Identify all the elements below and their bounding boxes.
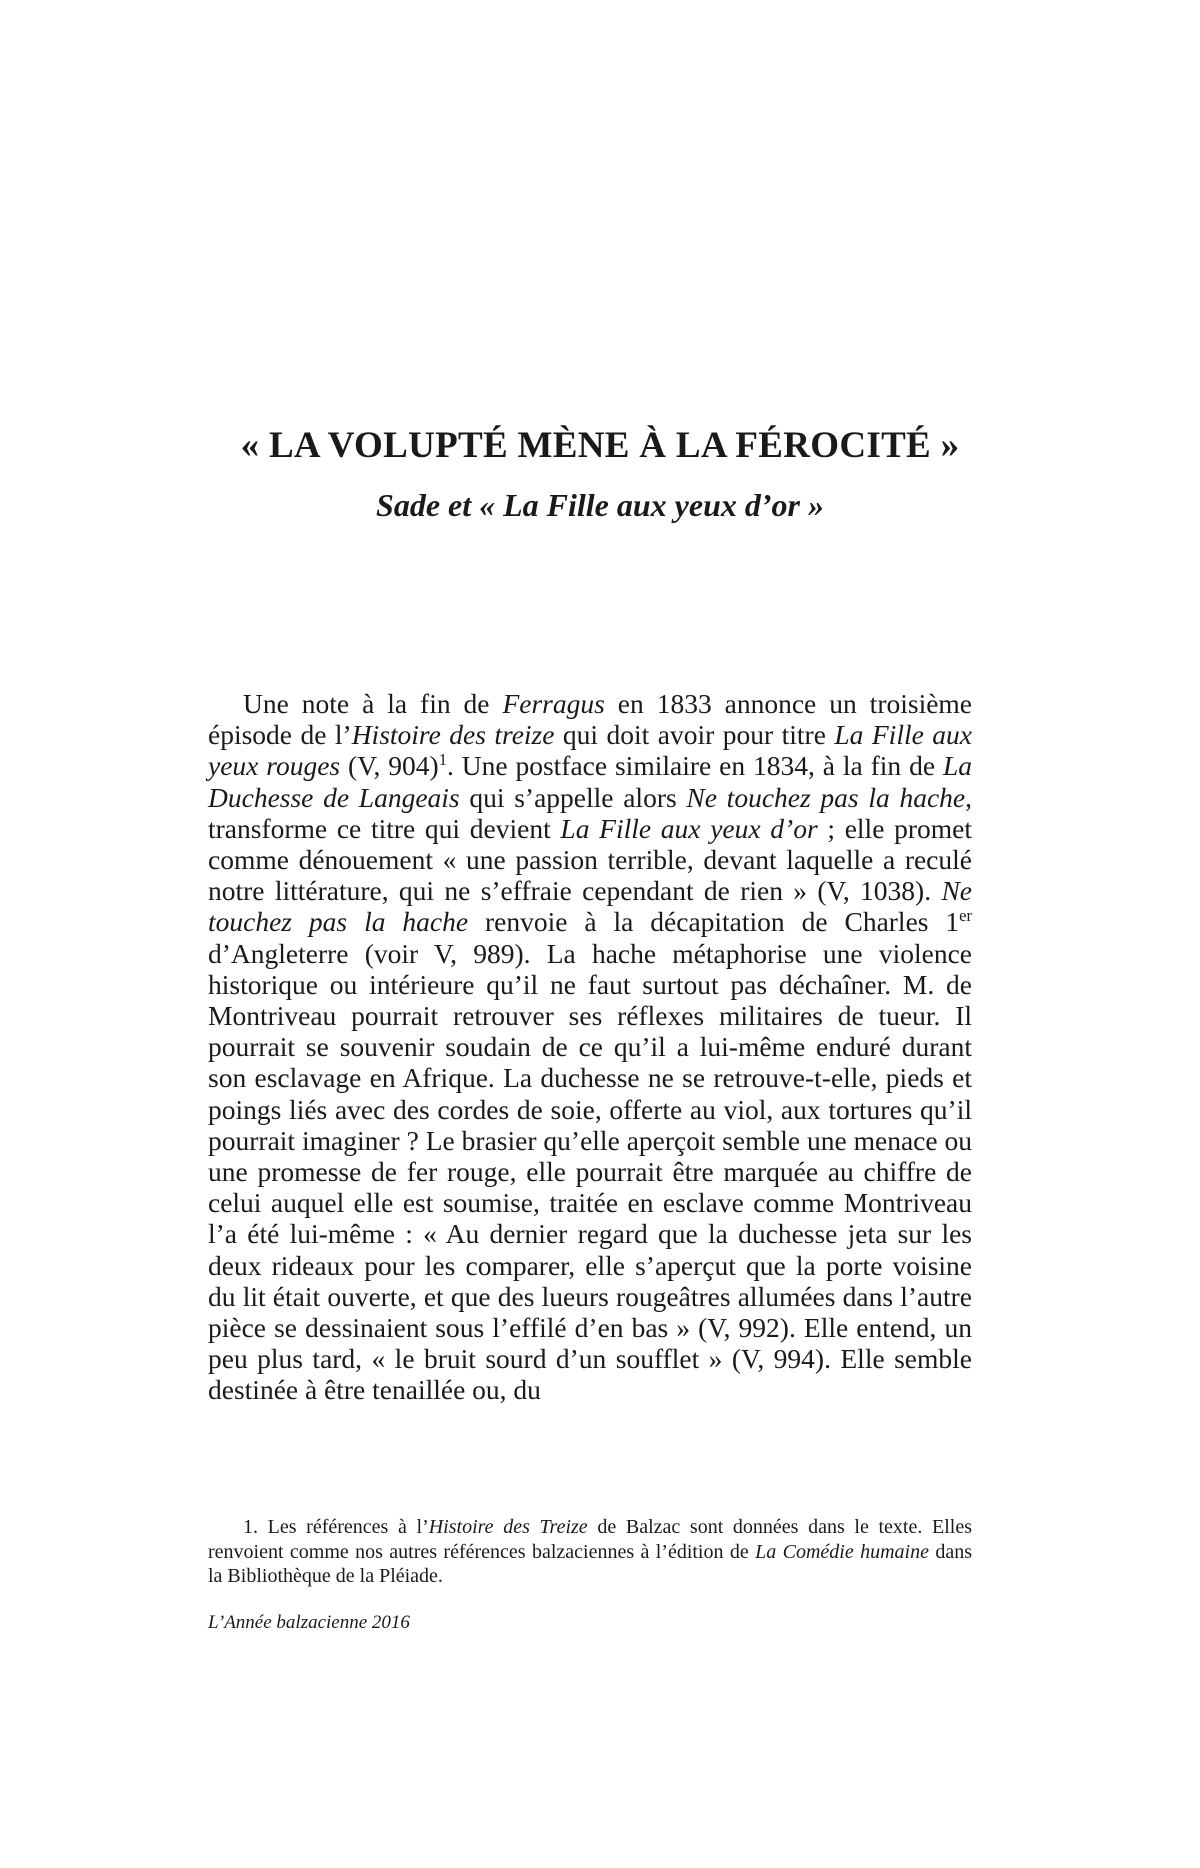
article-subtitle: Sade et « La Fille aux yeux d’or » xyxy=(376,487,824,523)
text-run: qui doit avoir pour titre xyxy=(554,719,835,751)
text-run: renvoie à la décapitation de Charles 1 xyxy=(468,906,960,938)
italic-text: Ferragus xyxy=(502,688,605,719)
footnote-text xyxy=(208,1515,972,1589)
italic-text: La Fille aux yeux d’or xyxy=(560,812,818,844)
article-title: « LA VOLUPTÉ MÈNE À LA FÉROCITÉ » xyxy=(240,425,960,466)
italic-text: Histoire des treize xyxy=(351,719,555,751)
superscript: er xyxy=(959,906,972,926)
paragraph xyxy=(208,688,972,1406)
running-foot: L’Année balzacienne 2016 xyxy=(208,1612,410,1633)
italic-text: La Fille aux yeux rouges xyxy=(208,719,972,782)
text-run: d’Angleterre (voir V, 989). La hache métaphorise une violence historique ou intérieure qu’il ne faut surtout pas déchaîner. M. de Montriveau pourrait retrouver ses réflexes militaires de tueur. Il pourrait se souvenir soudain de ce qu’il a lui-même enduré durant son esclavage en Afrique. La duchesse ne se retrouve-t-elle, pieds et poings liés avec des cordes de soie, offerte au viol, aux tortures qu’il pourrait imaginer ? Le brasier qu’elle aperçoit semble une menace ou une promesse de fer rouge, elle pourrait être marquée au chiffre de celui auquel elle est soumise, traitée en esclave comme Montriveau l’a été lui-même : « Au dernier regard que la duchesse jeta sur les deux rideaux pour les comparer, elle s’aperçut que la porte voisine du lit était ouverte, et que des lueurs rougeâtres allumées dans l’autre pièce se dessinaient sous l’effilé d’en bas » (V, 992). Elle entend, un peu plus tard, « le bruit sourd d’un soufflet » (V, 994). Elle semble destinée à être tenaillée ou, du xyxy=(208,937,972,1406)
text-run: , transforme ce titre qui devient xyxy=(208,781,972,844)
body-text xyxy=(208,688,972,1406)
italic-text: La Comédie humaine xyxy=(755,1540,929,1563)
italic-text: Ne touchez pas la hache xyxy=(208,875,972,938)
italic-text: Ne touchez pas la hache xyxy=(686,781,966,813)
text-run: en 1833 annonce un troisième épisode de l’ xyxy=(208,688,973,751)
text-run: ; elle promet comme dénouement « une passion terrible, devant laquelle a reculé notre littérature, qui ne s’effraie cependant de rien » (V, 1038). xyxy=(208,812,972,907)
text-run: (V, 904) xyxy=(340,750,439,782)
text-run: Une note à la fin de xyxy=(243,688,503,719)
text-run: . Une postface similaire en 1834, à la fin de xyxy=(446,750,943,782)
footnote xyxy=(208,1515,972,1589)
text-run: qui s’appelle alors xyxy=(459,781,687,813)
footnote-reference[interactable]: 1 xyxy=(438,750,447,770)
text-run: de Balzac sont données dans le texte. Elles renvoient comme nos autres références balzaciennes à l’édition de xyxy=(208,1516,972,1563)
text-run: 1. Les références à l’ xyxy=(243,1516,429,1538)
text-run: dans la Bibliothèque de la Pléiade. xyxy=(208,1540,972,1587)
italic-text: La Duchesse de Langeais xyxy=(208,750,972,813)
italic-text: Histoire des Treize xyxy=(428,1516,588,1538)
